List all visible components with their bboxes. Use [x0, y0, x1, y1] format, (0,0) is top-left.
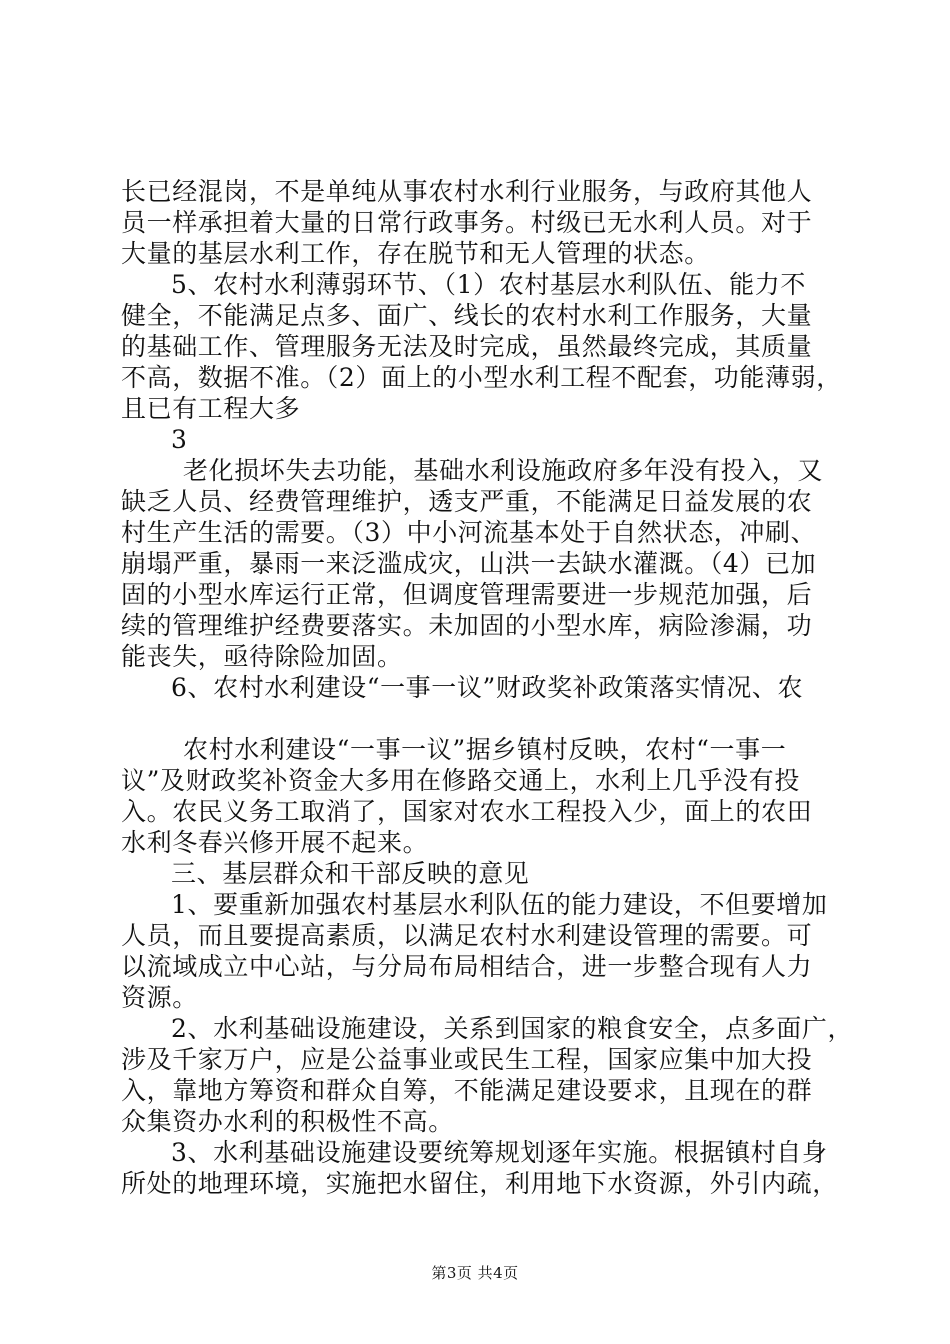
- body-text-line: 崩塌严重，暴雨一来泛滥成灾，山洪一去缺水灌溉。（4）已加: [121, 549, 817, 578]
- body-text-line: 资源。: [121, 983, 198, 1012]
- body-text-line: 老化损坏失去功能，基础水利设施政府多年没有投入，又: [183, 456, 824, 485]
- body-text-line: 且已有工程大多: [121, 394, 301, 423]
- body-text-line: 的基础工作、管理服务无法及时完成，虽然最终完成，其质量: [121, 332, 813, 361]
- body-text-line: 员一样承担着大量的日常行政事务。村级已无水利人员。对于: [121, 208, 813, 237]
- body-text-line: 人员，而且要提高素质，以满足农村水利建设管理的需要。可: [121, 921, 813, 950]
- body-text-line: 3、水利基础设施建设要统筹规划逐年实施。根据镇村自身: [171, 1138, 828, 1167]
- body-text-line: 长已经混岗，不是单纯从事农村水利行业服务，与政府其他人: [121, 177, 813, 206]
- body-text-line: 农村水利建设“一事一议”据乡镇村反映，农村“一事一: [183, 735, 787, 764]
- section-heading: 三、基层群众和干部反映的意见: [171, 859, 530, 888]
- body-text-line: 续的管理维护经费要落实。未加固的小型水库，病险渗漏，功: [121, 611, 813, 640]
- body-text-line: 1、要重新加强农村基层水利队伍的能力建设，不但要增加: [171, 890, 828, 919]
- body-text-line: 健全，不能满足点多、面广、线长的农村水利工作服务，大量: [121, 301, 813, 330]
- body-text-line: 入，靠地方筹资和群众自筹，不能满足建设要求，且现在的群: [121, 1076, 813, 1105]
- body-text-line: 缺乏人员、经费管理维护，透支严重，不能满足日益发展的农: [121, 487, 813, 516]
- body-text-line: 涉及千家万户，应是公益事业或民生工程，国家应集中加大投: [121, 1045, 813, 1074]
- body-text-line: 入。农民义务工取消了，国家对农水工程投入少，面上的农田: [121, 797, 813, 826]
- page-footer: 第3页 共4页: [431, 1264, 519, 1282]
- body-text-line: 所处的地理环境，实施把水留住，利用地下水资源，外引内疏，: [121, 1169, 838, 1198]
- body-text-line: 6、农村水利建设“一事一议”财政奖补政策落实情况、农: [171, 673, 804, 702]
- body-text-line: 5、农村水利薄弱环节、（1）农村基层水利队伍、能力不: [171, 270, 806, 299]
- body-text-line: 不高，数据不准。（2）面上的小型水利工程不配套，功能薄弱，: [121, 363, 842, 392]
- body-text-line: 水利冬春兴修开展不起来。: [121, 828, 429, 857]
- body-text-line: 固的小型水库运行正常，但调度管理需要进一步规范加强，后: [121, 580, 813, 609]
- body-text-line: 议”及财政奖补资金大多用在修路交通上，水利上几乎没有投: [121, 766, 800, 795]
- body-text-line: 能丧失，亟待除险加固。: [121, 642, 403, 671]
- body-text-line: 村生产生活的需要。（3）中小河流基本处于自然状态，冲刷、: [121, 518, 817, 547]
- body-text-line: 2、水利基础设施建设，关系到国家的粮食安全，点多面广，: [171, 1014, 854, 1043]
- body-text-line: 众集资办水利的积极性不高。: [121, 1107, 454, 1136]
- body-text-line: 大量的基层水利工作，存在脱节和无人管理的状态。: [121, 239, 710, 268]
- body-text-line: 3: [171, 425, 188, 454]
- body-text-line: 以流域成立中心站，与分局布局相结合，进一步整合现有人力: [121, 952, 813, 981]
